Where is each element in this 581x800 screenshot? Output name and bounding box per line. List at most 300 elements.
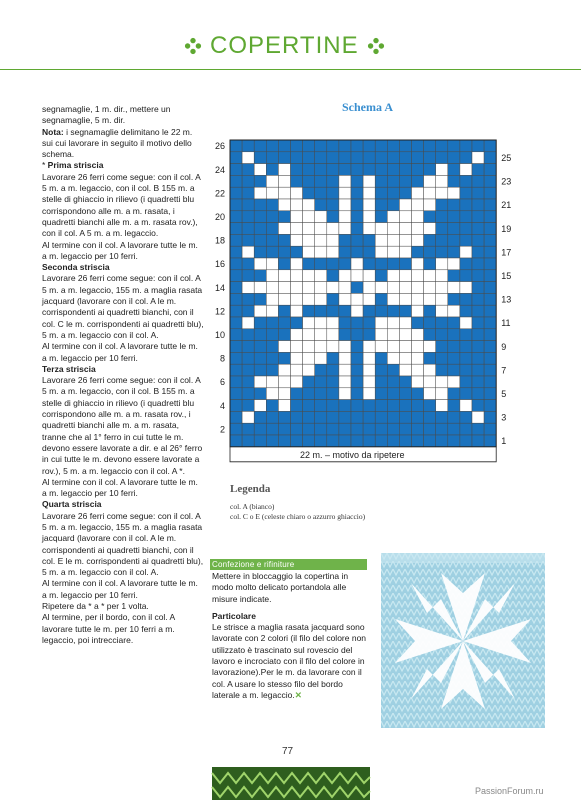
row-label-left: 20 [214,212,225,223]
chart-cell [303,400,315,412]
chart-cell [278,270,290,282]
chart-cell [448,175,460,187]
chart-cell [448,364,460,376]
chart-cell [375,152,387,164]
chart-cell [278,352,290,364]
chart-cell [436,211,448,223]
chart-cell [363,317,375,329]
chart-cell [303,388,315,400]
chart-cell [351,282,363,294]
chart-cell [351,211,363,223]
chart-cell [387,270,399,282]
chart-cell [387,317,399,329]
chart-cell [327,317,339,329]
chart-cell [339,199,351,211]
chart-cell [315,400,327,412]
chart-cell [351,140,363,152]
chart-cell [230,317,242,329]
chart-cell [254,411,266,423]
chart-cell [375,435,387,447]
instruction-paragraph [42,375,204,477]
chart-cell [291,388,303,400]
chart-cell [448,187,460,199]
chart-cell [363,282,375,294]
row-label-right: 11 [501,318,511,329]
chart-cell [472,223,484,235]
chart-cell [436,187,448,199]
chart-cell [375,376,387,388]
chart-cell [412,388,424,400]
chart-cell [448,411,460,423]
chart-cell [339,270,351,282]
chart-cell [472,305,484,317]
chart-cell [254,364,266,376]
instruction-paragraph [42,511,204,579]
chart-cell [387,164,399,176]
chart-cell [230,223,242,235]
chart-cell [399,376,411,388]
chart-cell [412,234,424,246]
chart-cell [254,400,266,412]
chart-cell [339,282,351,294]
chart-cell [484,435,496,447]
chart-cell [472,270,484,282]
instruction-paragraph [42,160,204,171]
page-header [0,26,581,70]
chart-cell [412,258,424,270]
chart-cell [315,435,327,447]
chart-cell [315,317,327,329]
chart-cell [230,140,242,152]
chart-cell [278,211,290,223]
chart-cell [266,199,278,211]
chart-cell [375,164,387,176]
chart-cell [327,282,339,294]
chart-cell [327,258,339,270]
chart-cell [448,152,460,164]
chart-cell [315,305,327,317]
chart-cell [412,282,424,294]
chart-cell [472,388,484,400]
chart-cell [266,140,278,152]
instruction-text: Al termine con il col. A lavorare tutte le m. a m. legaccio per 10 ferri. [42,341,198,363]
chart-cell [339,187,351,199]
chart-cell [242,435,254,447]
chart-cell [303,435,315,447]
chart-cell [327,376,339,388]
chart-cell [460,352,472,364]
chart-cell [315,246,327,258]
chart-cell [266,305,278,317]
chart-cell [448,234,460,246]
header-title-group [184,32,385,60]
chart-cell [327,164,339,176]
chart-cell [291,270,303,282]
instruction-paragraph [42,273,204,341]
chart-cell [339,352,351,364]
chart-cell [266,175,278,187]
chart-cell [230,341,242,353]
chart-cell [375,234,387,246]
chart-cell [412,400,424,412]
chart-cell [230,152,242,164]
row-label-right: 17 [501,247,512,258]
knit-swatch-photo [381,553,545,728]
chart-cell [339,400,351,412]
chart-cell [327,329,339,341]
chart-cell [484,423,496,435]
instruction-paragraph [42,499,204,510]
chart-cell [484,270,496,282]
chart-cell [351,341,363,353]
chart-cell [266,234,278,246]
chart-cell [339,423,351,435]
chart-cell [278,400,290,412]
chart-cell [315,364,327,376]
chart-cell [399,364,411,376]
chart-cell [424,435,436,447]
chart-cell [351,175,363,187]
chart-cell [472,282,484,294]
chart-cell [291,329,303,341]
chart-cell [387,305,399,317]
chart-cell [424,341,436,353]
chart-cell [315,199,327,211]
chart-cell [278,435,290,447]
chart-cell [278,411,290,423]
row-label-right: 3 [501,412,507,423]
chart-cell [278,293,290,305]
chart-cell [230,411,242,423]
chart-cell [315,293,327,305]
chart-cell [448,329,460,341]
chart-cell [387,187,399,199]
chart-cell [448,282,460,294]
chart-cell [351,411,363,423]
chart-cell [448,258,460,270]
chart-cell [363,234,375,246]
chart-cell [399,258,411,270]
chart-cell [254,305,266,317]
chart-cell [327,187,339,199]
chart-cell [460,234,472,246]
chart-cell [339,376,351,388]
row-label-right: 25 [501,153,512,164]
chart-cell [315,223,327,235]
instruction-paragraph [42,104,204,127]
chart-cell [424,152,436,164]
chart-cell [460,305,472,317]
chart-cell [230,364,242,376]
chart-cell [242,140,254,152]
chart-cell [339,341,351,353]
chart-cell [278,152,290,164]
flower-icon [367,37,385,55]
row-label-left: 12 [214,306,225,317]
chart-cell [303,423,315,435]
chart-cell [484,317,496,329]
chart-cell [460,411,472,423]
chart-cell [484,199,496,211]
chart-cell [399,282,411,294]
chart-cell [303,152,315,164]
chart-cell [484,282,496,294]
chart-cell [375,258,387,270]
chart-cell [363,223,375,235]
end-mark-icon: ✕ [294,689,302,700]
chart-cell [327,341,339,353]
chart-cell [436,329,448,341]
legend-line-ce: col. C o E (celeste chiaro o azzurro ghiaccio) [230,512,366,521]
detail-paragraph: Le strisce a maglia rasata jacquard sono lavorate con 2 colori (il filo del colore non utilizzato è trascinato sul rovescio del lavoro e incrociato con il filo del colore in lavorazione).Per le m. da lavorare con il col. A usare lo stesso filo del bordo laterale a m. legaccio. [212,622,367,700]
chart-cell [460,199,472,211]
chart-cell [448,305,460,317]
chart-cell [436,282,448,294]
chart-cell [363,175,375,187]
chart-cell [424,400,436,412]
chart-cell [315,258,327,270]
instruction-paragraph [42,127,204,161]
chart-cell [472,258,484,270]
chart-cell [291,293,303,305]
instruction-paragraph [42,262,204,273]
instruction-text: segnamaglie, 1 m. dir., mettere un segnamaglie, 5 m. dir. [42,104,171,126]
instruction-text: Lavorare 26 ferri come segue: con il col. A 5 m. a m. legaccio, con il col. B 155 m. a stelle di ghiaccio in rilievo (i quadretti blu corrispondono alle m. a m. rasata rov., i quadretti bianchi alle m. a m. rasata, tranne che al 1° ferro in cui tutte le m. devono essere lavorate a dir. e al 26° ferro in cui tutte le m. devono essere lavorate a rov.), 5 m. a m. legaccio con il col. A *. [42,375,203,476]
chart-cell [315,411,327,423]
chart-cell [472,152,484,164]
chart-cell [399,411,411,423]
chart-cell [242,164,254,176]
chart-cell [254,388,266,400]
chart-cell [472,376,484,388]
row-label-right: 23 [501,176,512,187]
chart-cell [436,199,448,211]
chart-cell [375,305,387,317]
chart-cell [387,152,399,164]
chart-cell [291,341,303,353]
chart-cell [291,234,303,246]
chart-cell [242,211,254,223]
finishing-heading: Confezione e rifiniture [210,559,367,570]
chart-cell [448,246,460,258]
chart-cell [399,211,411,223]
chart-cell [424,293,436,305]
chart-cell [363,305,375,317]
chart-cell [339,305,351,317]
chart-cell [375,270,387,282]
chart-cell [387,223,399,235]
chart-cell [363,293,375,305]
chart-cell [327,223,339,235]
row-label-right: 9 [501,341,507,352]
chart-cell [448,270,460,282]
chart-cell [230,423,242,435]
chart-cell [254,211,266,223]
chart-cell [351,258,363,270]
chart-cell [484,223,496,235]
chart-cell [278,246,290,258]
chart-cell [387,211,399,223]
chart-cell [242,258,254,270]
chart-cell [351,199,363,211]
chart-cell [399,329,411,341]
chart-cell [339,317,351,329]
chart-cell [375,293,387,305]
chart-cell [291,317,303,329]
chart-cell [436,400,448,412]
chart-cell [303,140,315,152]
chart-cell [266,423,278,435]
chart-cell [399,187,411,199]
chart-cell [399,246,411,258]
chart-cell [254,199,266,211]
chart-cell [266,317,278,329]
chart-cell [436,140,448,152]
chart-cell [230,329,242,341]
chart-cell [484,376,496,388]
chart-cell [399,199,411,211]
chart-cell [303,246,315,258]
chart-cell [387,329,399,341]
chart-cell [266,411,278,423]
chart-cell [242,329,254,341]
chart-cell [399,164,411,176]
knitting-chart [208,138,512,468]
chart-cell [254,341,266,353]
chart-cell [327,270,339,282]
chart-cell [399,293,411,305]
chart-cell [448,199,460,211]
chart-cell [424,388,436,400]
chart-cell [375,423,387,435]
chart-cell [266,293,278,305]
chart-cell [412,364,424,376]
chart-cell [242,270,254,282]
chart-cell [424,282,436,294]
instruction-heading: Terza striscia [42,363,96,374]
chart-cell [436,164,448,176]
chart-cell [387,199,399,211]
chart-cell [436,423,448,435]
chart-cell [363,423,375,435]
chart-cell [460,282,472,294]
chart-cell [339,175,351,187]
chart-cell [460,223,472,235]
chart-cell [375,211,387,223]
chart-cell [339,435,351,447]
chart-cell [351,293,363,305]
instruction-text: Al termine, per il bordo, con il col. A lavorare tutte le m. per 10 ferri a m. legaccio, poi intrecciare. [42,612,175,645]
chart-cell [303,187,315,199]
chart-cell [242,411,254,423]
chart-cell [460,164,472,176]
chart-cell [484,341,496,353]
chart-cell [472,341,484,353]
snowflake-swatch-image [381,553,545,728]
schema-title: Schema A [342,100,393,114]
chart-cell [399,175,411,187]
chart-cell [363,352,375,364]
row-label-right: 15 [501,271,512,282]
row-label-right: 7 [501,365,507,376]
chart-cell [412,317,424,329]
chart-cell [387,376,399,388]
chart-cell [278,282,290,294]
chart-cell [315,152,327,164]
chart-cell [315,352,327,364]
chart-cell [291,376,303,388]
chart-cell [327,435,339,447]
chart-cell [315,175,327,187]
chart-cell [363,329,375,341]
chart-cell [278,376,290,388]
chart-cell [424,305,436,317]
chart-cell [399,400,411,412]
chart-cell [484,187,496,199]
chart-cell [424,376,436,388]
chart-cell [460,388,472,400]
detail-subheading: Particolare [212,610,256,621]
chart-cell [460,329,472,341]
chart-cell [351,388,363,400]
instruction-paragraph [42,612,204,646]
chart-cell [375,199,387,211]
chart-cell [327,175,339,187]
chart-cell [436,317,448,329]
chart-cell [327,411,339,423]
chart-cell [351,270,363,282]
chart-cell [278,258,290,270]
chart-cell [460,317,472,329]
chart-cell [242,293,254,305]
chart-cell [291,246,303,258]
chart-cell [436,234,448,246]
chart-cell [484,293,496,305]
chart-cell [315,234,327,246]
chart-cell [363,411,375,423]
instruction-text: i segnamaglie delimitano le 22 m. sui cui lavorare in seguito il motivo dello schema. [42,126,193,160]
chart-cell [412,376,424,388]
chart-cell [303,317,315,329]
chart-cell [387,293,399,305]
chart-cell [363,246,375,258]
chart-cell [424,140,436,152]
instruction-paragraph [42,578,204,601]
row-label-left: 6 [219,377,225,388]
chart-cell [472,164,484,176]
chart-cell [315,187,327,199]
chart-cell [242,341,254,353]
chart-cell [424,164,436,176]
header-divider [0,69,581,70]
chart-cell [472,411,484,423]
chart-cell [484,164,496,176]
chart-cell [412,305,424,317]
row-label-right: 1 [501,436,507,447]
chart-cell [278,423,290,435]
chart-cell [315,341,327,353]
chart-cell [254,152,266,164]
chart-cell [327,400,339,412]
chart-cell [278,364,290,376]
chart-cell [424,246,436,258]
chart-cell [387,341,399,353]
chart-cell [266,187,278,199]
chart-cell [472,364,484,376]
chart-cell [375,400,387,412]
chart-cell [339,223,351,235]
chart-cell [315,376,327,388]
